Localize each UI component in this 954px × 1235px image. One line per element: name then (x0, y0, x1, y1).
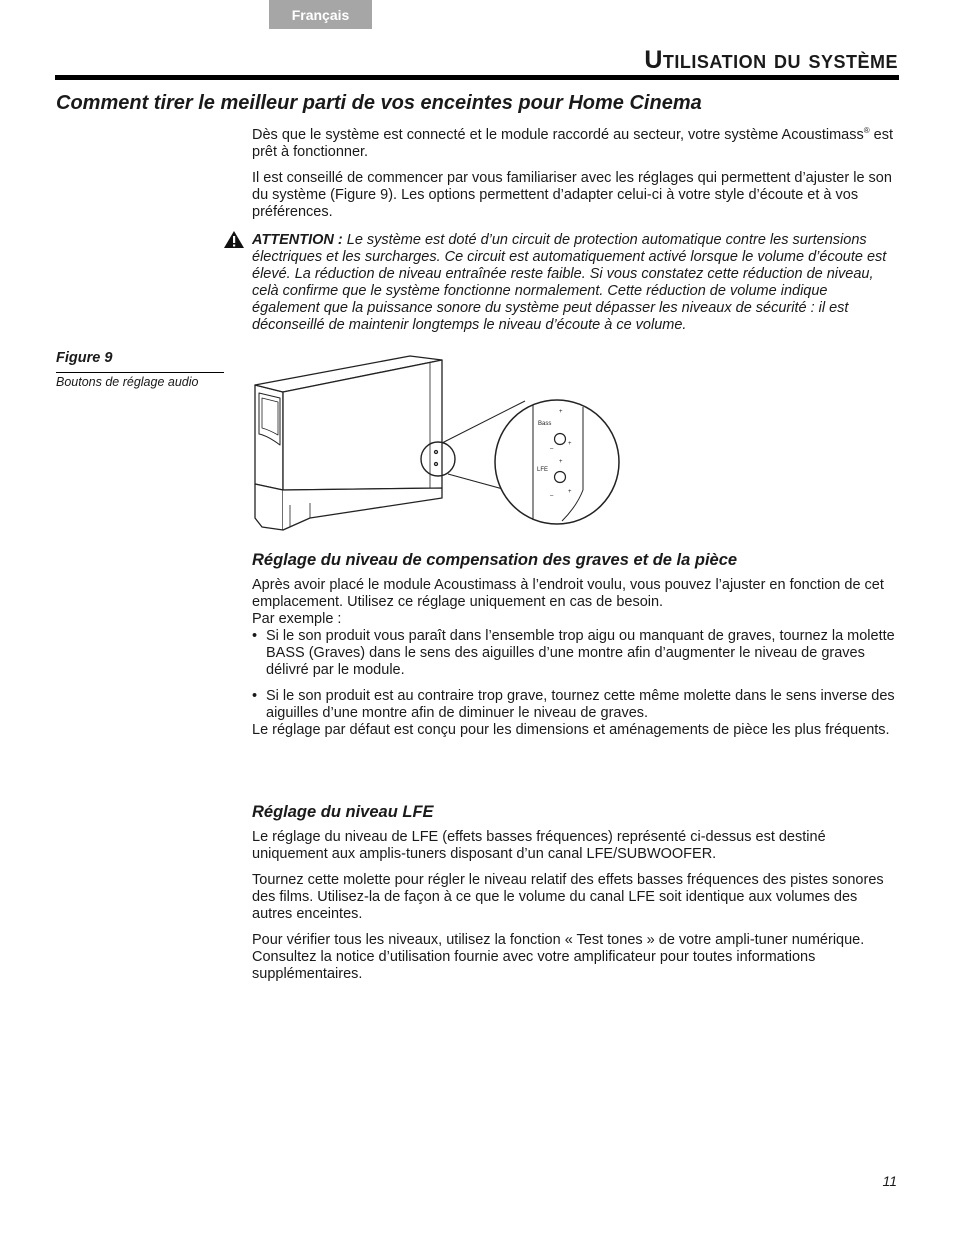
language-tab[interactable]: Français (269, 0, 372, 29)
page-title: Utilisation du système (644, 46, 898, 74)
bass-plus-mark: + (568, 441, 572, 447)
lfe-section-text (252, 829, 898, 983)
bass-section-text (252, 577, 898, 739)
bass-section-heading: Réglage du niveau de compensation des graves et de la pièce (252, 551, 738, 569)
bass-top-plus-mark: + (559, 409, 563, 415)
bass-minus-mark: – (550, 446, 554, 452)
intro-text (252, 127, 898, 221)
warning-body: Le système est doté d’un circuit de protection automatique contre les surtensions électriques et les surcharges. Ce circuit est automatiquement activé lorsque le volume d’écoute est élevé. La réduction de niveau entraînée reste faible. Si vous constatez cette réduction de niveau, celà confirme que le système fonctionne normalement. Cette réduction de volume indique également que la puissance sonore du système peut dépasser les niveaux de sécurité : il est déconseillé de maintenir longtemps le niveau d’écoute à ce volume. (252, 232, 887, 333)
bass-paragraph-1: Après avoir placé le module Acoustimass à l’endroit voulu, vous pouvez l’ajuster en fonction de cet emplacement. Utilisez ce réglage uniquement en cas de besoin. (252, 577, 884, 610)
intro-p1-a: Dès que le système est connecté et le module raccordé au secteur, votre système Acoustimass (252, 127, 864, 143)
page-number: 11 (882, 1173, 897, 1189)
warning-text (252, 232, 898, 334)
bass-knob-label: Bass (538, 421, 552, 427)
lfe-plus-mark: + (568, 489, 572, 495)
lfe-section-heading: Réglage du niveau LFE (252, 803, 434, 821)
lfe-top-plus-mark: + (559, 459, 563, 465)
bass-paragraph-2: Par exemple : (252, 611, 342, 627)
section-heading: Comment tirer le meilleur parti de vos enceintes pour Home Cinema (56, 92, 702, 114)
lfe-paragraph-2: Tournez cette molette pour régler le niveau relatif des effets basses fréquences des pistes sonores des films. Utilisez-la de façon à ce que le volume du canal LFE soit identique aux volumes des autres enceintes. (252, 872, 884, 922)
lfe-minus-mark: – (550, 493, 554, 499)
figure-rule (56, 372, 224, 373)
registered-mark: ® (863, 126, 870, 136)
figure-caption: Boutons de réglage audio (56, 375, 199, 389)
warning-triangle-icon (223, 230, 245, 249)
intro-p1-b: est prêt à fonctionner. (252, 127, 893, 160)
intro-paragraph-1 (252, 127, 898, 161)
lfe-paragraph-1: Le réglage du niveau de LFE (effets basses fréquences) représenté ci-dessus est destiné uniquement aux amplis-tuners disposant d’un canal LFE/SUBWOOFER. (252, 829, 826, 862)
title-rule (55, 75, 899, 80)
intro-paragraph-2: Il est conseillé de commencer par vous familiariser avec les réglages qui permettent d’ajuster le son du système (Figure 9). Les options permettent d’adapter celui-ci à votre style d’écoute et à vos préférences. (252, 170, 892, 220)
warning-label: ATTENTION : (252, 232, 343, 248)
lfe-paragraph-3: Pour vérifier tous les niveaux, utilisez la fonction « Test tones » de votre ampli-tuner numérique. Consultez la notice d’utilisation fournie avec votre amplificateur pour toutes informations supplémentaires. (252, 932, 865, 982)
list-item: • Si le son produit vous paraît dans l’ensemble trop aigu ou manquant de graves, tournez la molette BASS (Graves) dans le sens des aiguilles d’une montre afin d’augmenter le niveau de graves délivré par le module. (252, 628, 898, 679)
figure-label: Figure 9 (56, 350, 113, 366)
bass-bullet-list (252, 628, 898, 722)
subwoofer-illustration (250, 355, 620, 535)
lfe-knob-label: LFE (537, 467, 549, 473)
bass-paragraph-3: Le réglage par défaut est conçu pour les dimensions et aménagements de pièce les plus fréquents. (252, 722, 890, 738)
list-item: • Si le son produit est au contraire trop grave, tournez cette même molette dans le sens inverse des aiguilles d’une montre afin de diminuer le niveau de graves. (252, 688, 898, 722)
